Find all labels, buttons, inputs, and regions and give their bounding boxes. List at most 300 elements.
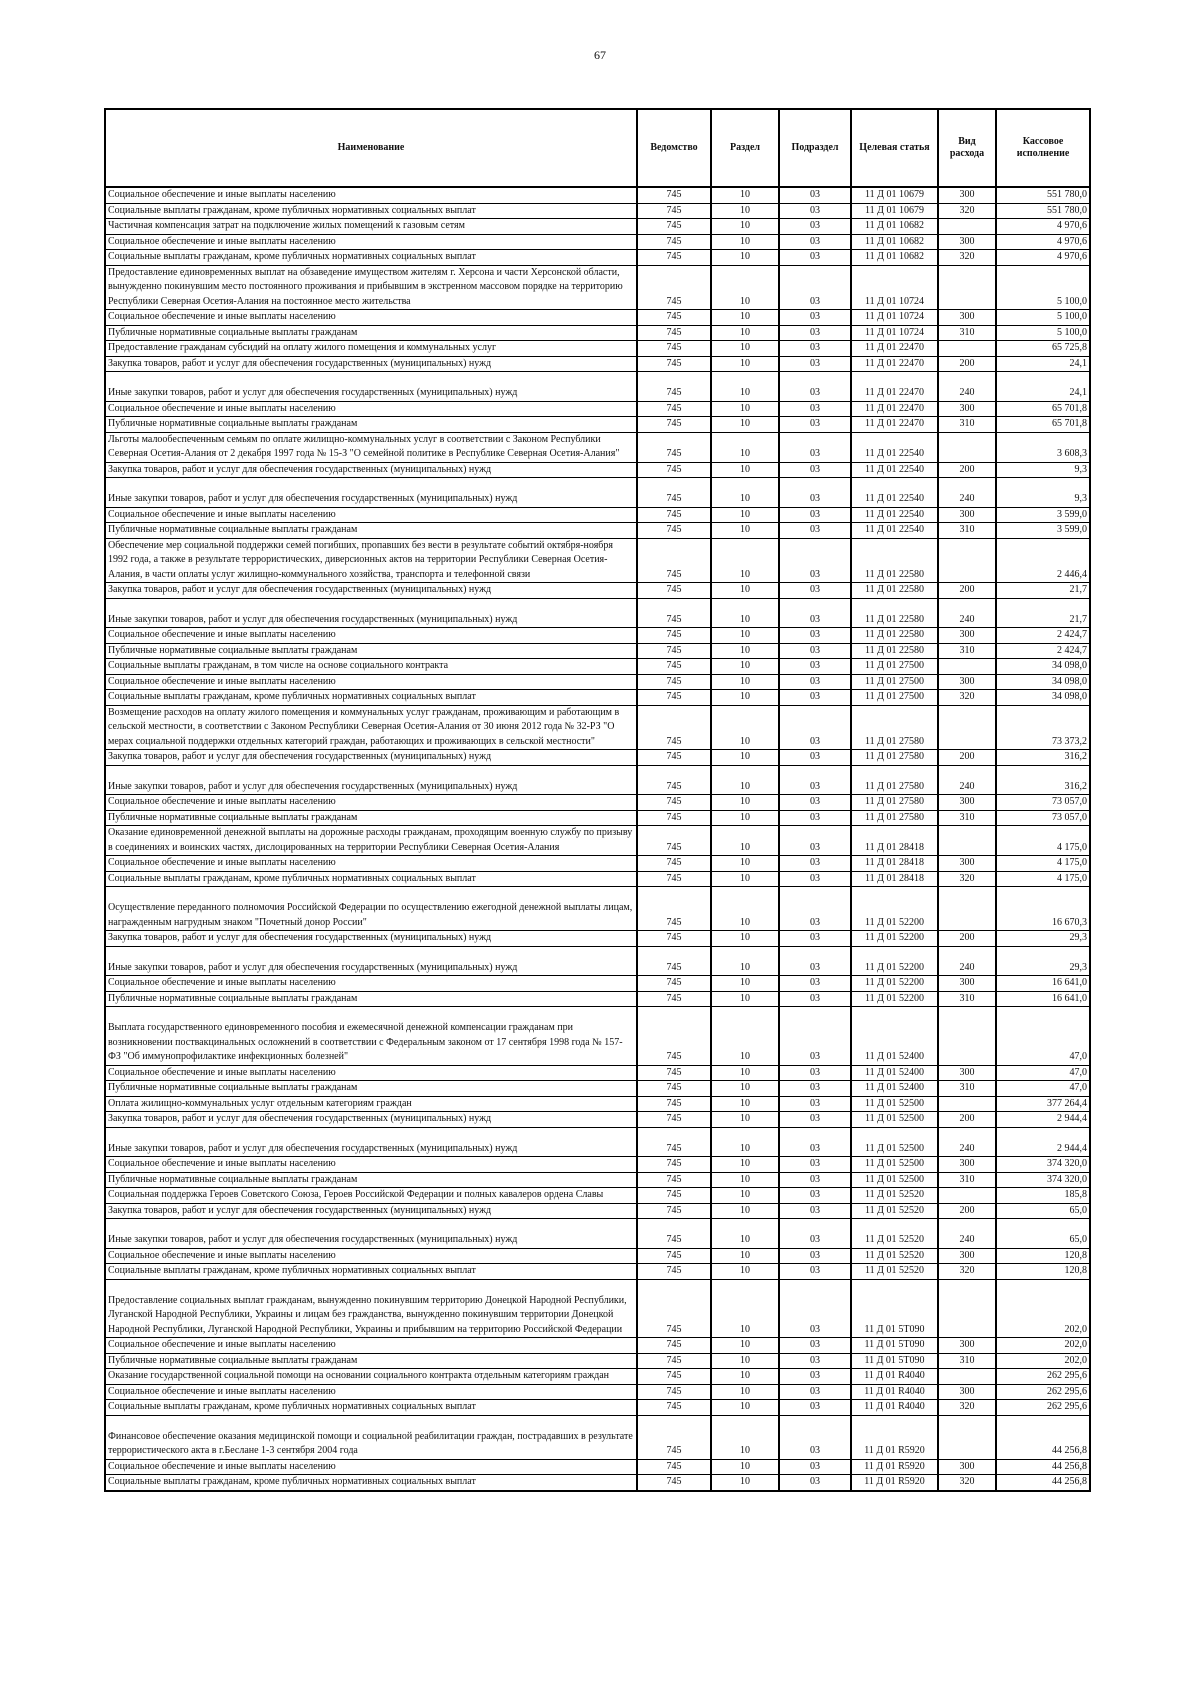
row-section: 10: [711, 538, 779, 583]
row-name: Оплата жилищно-коммунальных услуг отдельным категориям граждан: [105, 1096, 637, 1112]
row-expense-kind: 300: [938, 628, 996, 644]
row-cash-execution: 65 701,8: [996, 401, 1090, 417]
row-expense-kind: 200: [938, 583, 996, 599]
table-row: [105, 1415, 1090, 1459]
row-department: 745: [637, 203, 711, 219]
row-subsection: 03: [779, 1157, 851, 1173]
row-section: 10: [711, 1279, 779, 1338]
row-expense-kind: 300: [938, 1338, 996, 1354]
row-section: 10: [711, 659, 779, 675]
row-target-article: 11 Д 01 22540: [851, 432, 938, 462]
row-cash-execution: 73 057,0: [996, 810, 1090, 826]
row-expense-kind: 200: [938, 931, 996, 947]
row-name: Льготы малообеспеченным семьям по оплате жилищно-коммунальных услуг в соответствии с Законом Республики Северная Осетия-Алания от 2 декабря 1997 года № 15-З "О семейной политике в Республике Северная Осетия-Алания": [105, 432, 637, 462]
row-expense-kind: 300: [938, 1157, 996, 1173]
row-expense-kind: 300: [938, 976, 996, 992]
row-name: Закупка товаров, работ и услуг для обеспечения государственных (муниципальных) нужд: [105, 1203, 637, 1219]
row-target-article: 11 Д 01 R4040: [851, 1384, 938, 1400]
row-section: 10: [711, 991, 779, 1007]
row-target-article: 11 Д 01 R4040: [851, 1369, 938, 1385]
header-expense-kind: Вид расхода: [938, 109, 996, 187]
row-name: Оказание государственной социальной помощи на основании социального контракта отдельным категориям граждан: [105, 1369, 637, 1385]
row-department: 745: [637, 1081, 711, 1097]
row-cash-execution: 4 970,6: [996, 234, 1090, 250]
row-section: 10: [711, 1203, 779, 1219]
row-name: Публичные нормативные социальные выплаты гражданам: [105, 810, 637, 826]
row-name: Предоставление единовременных выплат на обзаведение имуществом жителям г. Херсона и части Херсонской области, вынужденно покинувшим место постоянного проживания и прибывшим в экстренном массовом порядке на территорию Республики Северная Осетия-Алания на постоянное место жительства: [105, 265, 637, 310]
row-target-article: 11 Д 01 27580: [851, 750, 938, 766]
row-cash-execution: 44 256,8: [996, 1475, 1090, 1491]
row-target-article: 11 Д 01 27580: [851, 765, 938, 795]
row-name: Социальное обеспечение и иные выплаты населению: [105, 1338, 637, 1354]
row-name: Социальное обеспечение и иные выплаты населению: [105, 234, 637, 250]
row-subsection: 03: [779, 356, 851, 372]
table-row: [105, 341, 1090, 357]
row-target-article: 11 Д 01 52520: [851, 1264, 938, 1280]
row-cash-execution: 5 100,0: [996, 310, 1090, 326]
row-section: 10: [711, 417, 779, 433]
row-name: Публичные нормативные социальные выплаты гражданам: [105, 991, 637, 1007]
row-cash-execution: 202,0: [996, 1353, 1090, 1369]
row-target-article: 11 Д 01 27500: [851, 674, 938, 690]
row-target-article: 11 Д 01 27500: [851, 690, 938, 706]
row-name: Иные закупки товаров, работ и услуг для обеспечения государственных (муниципальных) нужд: [105, 372, 637, 402]
row-subsection: 03: [779, 750, 851, 766]
table-row: [105, 478, 1090, 508]
row-expense-kind: 200: [938, 356, 996, 372]
row-section: 10: [711, 856, 779, 872]
row-section: 10: [711, 1096, 779, 1112]
table-row: [105, 325, 1090, 341]
row-name: Иные закупки товаров, работ и услуг для обеспечения государственных (муниципальных) нужд: [105, 478, 637, 508]
table-row: [105, 1188, 1090, 1204]
row-department: 745: [637, 219, 711, 235]
row-cash-execution: 2 944,4: [996, 1127, 1090, 1157]
row-subsection: 03: [779, 372, 851, 402]
row-section: 10: [711, 203, 779, 219]
row-section: 10: [711, 310, 779, 326]
row-subsection: 03: [779, 643, 851, 659]
row-subsection: 03: [779, 976, 851, 992]
table-row: [105, 1096, 1090, 1112]
row-section: 10: [711, 1007, 779, 1066]
row-department: 745: [637, 1475, 711, 1491]
table-row: [105, 507, 1090, 523]
row-department: 745: [637, 417, 711, 433]
row-target-article: 11 Д 01 R5920: [851, 1475, 938, 1491]
row-department: 745: [637, 1264, 711, 1280]
row-cash-execution: 316,2: [996, 750, 1090, 766]
row-department: 745: [637, 795, 711, 811]
row-section: 10: [711, 795, 779, 811]
row-subsection: 03: [779, 765, 851, 795]
row-target-article: 11 Д 01 27580: [851, 705, 938, 750]
table-row: [105, 1127, 1090, 1157]
row-target-article: 11 Д 01 52200: [851, 931, 938, 947]
table-body: [105, 187, 1090, 1491]
row-cash-execution: 47,0: [996, 1081, 1090, 1097]
row-target-article: 11 Д 01 22540: [851, 523, 938, 539]
row-section: 10: [711, 1157, 779, 1173]
row-target-article: 11 Д 01 22470: [851, 356, 938, 372]
row-section: 10: [711, 234, 779, 250]
row-subsection: 03: [779, 1415, 851, 1459]
row-section: 10: [711, 1459, 779, 1475]
row-subsection: 03: [779, 856, 851, 872]
row-section: 10: [711, 478, 779, 508]
row-cash-execution: 2 944,4: [996, 1112, 1090, 1128]
row-cash-execution: 377 264,4: [996, 1096, 1090, 1112]
row-department: 745: [637, 1065, 711, 1081]
row-section: 10: [711, 583, 779, 599]
row-target-article: 11 Д 01 28418: [851, 826, 938, 856]
table-row: [105, 187, 1090, 203]
row-department: 745: [637, 523, 711, 539]
row-department: 745: [637, 1400, 711, 1416]
row-target-article: 11 Д 01 27580: [851, 795, 938, 811]
row-cash-execution: 65 701,8: [996, 417, 1090, 433]
row-cash-execution: 44 256,8: [996, 1459, 1090, 1475]
row-name: Возмещение расходов на оплату жилого помещения и коммунальных услуг гражданам, проживающим и работающим в сельской местности, в соответствии с Законом Республики Северная Осетия-Алания от 30 июня 2012 года № 32-РЗ "О мерах социальной поддержки отдельных категорий граждан, работающих и проживающих в сельской местности": [105, 705, 637, 750]
row-section: 10: [711, 826, 779, 856]
table-row: [105, 310, 1090, 326]
row-section: 10: [711, 765, 779, 795]
row-department: 745: [637, 478, 711, 508]
table-row: [105, 976, 1090, 992]
row-subsection: 03: [779, 1096, 851, 1112]
table-row: [105, 690, 1090, 706]
row-section: 10: [711, 1415, 779, 1459]
row-expense-kind: [938, 1279, 996, 1338]
row-subsection: 03: [779, 1475, 851, 1491]
row-expense-kind: 310: [938, 325, 996, 341]
row-department: 745: [637, 462, 711, 478]
table-row: [105, 583, 1090, 599]
row-subsection: 03: [779, 1007, 851, 1066]
table-row: [105, 1475, 1090, 1491]
row-section: 10: [711, 432, 779, 462]
row-target-article: 11 Д 01 22580: [851, 583, 938, 599]
row-expense-kind: 320: [938, 1400, 996, 1416]
row-department: 745: [637, 1112, 711, 1128]
row-expense-kind: 310: [938, 991, 996, 1007]
row-section: 10: [711, 1065, 779, 1081]
row-name: Обеспечение мер социальной поддержки семей погибших, пропавших без вести в результате событий октября-ноября 1992 года, а также в результате террористических, диверсионных актов на территории Республики Северная Осетия-Алания, в части оплаты услуг жилищно-коммунального хозяйства, транспорта и телефонной связи: [105, 538, 637, 583]
row-target-article: 11 Д 01 10679: [851, 203, 938, 219]
row-subsection: 03: [779, 1219, 851, 1249]
row-subsection: 03: [779, 887, 851, 931]
row-name: Публичные нормативные социальные выплаты гражданам: [105, 325, 637, 341]
row-section: 10: [711, 1172, 779, 1188]
table-row: [105, 417, 1090, 433]
row-target-article: 11 Д 01 R5920: [851, 1459, 938, 1475]
row-subsection: 03: [779, 991, 851, 1007]
row-target-article: 11 Д 01 10682: [851, 250, 938, 266]
table-row: [105, 1459, 1090, 1475]
table-row: [105, 1384, 1090, 1400]
row-subsection: 03: [779, 265, 851, 310]
row-expense-kind: 300: [938, 310, 996, 326]
row-subsection: 03: [779, 219, 851, 235]
row-target-article: 11 Д 01 52400: [851, 1081, 938, 1097]
row-expense-kind: 300: [938, 187, 996, 203]
row-subsection: 03: [779, 1065, 851, 1081]
row-section: 10: [711, 401, 779, 417]
table-row: [105, 250, 1090, 266]
row-cash-execution: 5 100,0: [996, 265, 1090, 310]
row-cash-execution: 16 641,0: [996, 991, 1090, 1007]
header-department: Ведомство: [637, 109, 711, 187]
row-expense-kind: 310: [938, 810, 996, 826]
row-section: 10: [711, 462, 779, 478]
row-subsection: 03: [779, 931, 851, 947]
row-cash-execution: 21,7: [996, 598, 1090, 628]
row-expense-kind: 300: [938, 234, 996, 250]
table-row: [105, 856, 1090, 872]
row-cash-execution: 374 320,0: [996, 1157, 1090, 1173]
row-section: 10: [711, 325, 779, 341]
row-section: 10: [711, 931, 779, 947]
header-name: Наименование: [105, 109, 637, 187]
row-department: 745: [637, 674, 711, 690]
row-expense-kind: 300: [938, 856, 996, 872]
table-row: [105, 462, 1090, 478]
row-cash-execution: 3 608,3: [996, 432, 1090, 462]
row-expense-kind: [938, 659, 996, 675]
row-cash-execution: 9,3: [996, 462, 1090, 478]
row-name: Социальные выплаты гражданам, кроме публичных нормативных социальных выплат: [105, 690, 637, 706]
row-section: 10: [711, 1353, 779, 1369]
row-expense-kind: 320: [938, 1264, 996, 1280]
row-expense-kind: 200: [938, 462, 996, 478]
row-name: Закупка товаров, работ и услуг для обеспечения государственных (муниципальных) нужд: [105, 462, 637, 478]
row-expense-kind: [938, 1096, 996, 1112]
budget-table: [104, 108, 1091, 1492]
row-target-article: 11 Д 01 10682: [851, 219, 938, 235]
row-target-article: 11 Д 01 22470: [851, 401, 938, 417]
row-name: Социальная поддержка Героев Советского Союза, Героев Российской Федерации и полных кавалеров ордена Славы: [105, 1188, 637, 1204]
row-cash-execution: 29,3: [996, 946, 1090, 976]
row-cash-execution: 65,0: [996, 1203, 1090, 1219]
row-expense-kind: 240: [938, 1127, 996, 1157]
row-target-article: 11 Д 01 22540: [851, 478, 938, 508]
row-subsection: 03: [779, 1112, 851, 1128]
row-section: 10: [711, 507, 779, 523]
row-name: Социальное обеспечение и иные выплаты населению: [105, 674, 637, 690]
row-department: 745: [637, 1415, 711, 1459]
page-number: 67: [594, 48, 606, 62]
row-target-article: 11 Д 01 27580: [851, 810, 938, 826]
row-subsection: 03: [779, 523, 851, 539]
row-section: 10: [711, 643, 779, 659]
row-name: Социальное обеспечение и иные выплаты населению: [105, 401, 637, 417]
row-expense-kind: 300: [938, 1459, 996, 1475]
row-section: 10: [711, 356, 779, 372]
row-target-article: 11 Д 01 52500: [851, 1127, 938, 1157]
table-row: [105, 1157, 1090, 1173]
row-subsection: 03: [779, 478, 851, 508]
row-expense-kind: [938, 1369, 996, 1385]
row-cash-execution: 34 098,0: [996, 690, 1090, 706]
row-expense-kind: 240: [938, 478, 996, 508]
row-expense-kind: [938, 341, 996, 357]
row-department: 745: [637, 976, 711, 992]
row-department: 745: [637, 356, 711, 372]
row-section: 10: [711, 705, 779, 750]
table-row: [105, 628, 1090, 644]
row-subsection: 03: [779, 659, 851, 675]
row-subsection: 03: [779, 310, 851, 326]
row-cash-execution: 65,0: [996, 1219, 1090, 1249]
row-section: 10: [711, 1475, 779, 1491]
row-expense-kind: 240: [938, 765, 996, 795]
row-name: Социальное обеспечение и иные выплаты населению: [105, 795, 637, 811]
table-row: [105, 826, 1090, 856]
row-cash-execution: 24,1: [996, 372, 1090, 402]
row-expense-kind: [938, 219, 996, 235]
row-cash-execution: 4 970,6: [996, 219, 1090, 235]
row-expense-kind: [938, 538, 996, 583]
row-section: 10: [711, 1081, 779, 1097]
row-cash-execution: 202,0: [996, 1279, 1090, 1338]
row-target-article: 11 Д 01 52500: [851, 1157, 938, 1173]
row-department: 745: [637, 1459, 711, 1475]
table-row: [105, 523, 1090, 539]
row-section: 10: [711, 690, 779, 706]
row-name: Социальные выплаты гражданам, кроме публичных нормативных социальных выплат: [105, 1400, 637, 1416]
row-department: 745: [637, 1172, 711, 1188]
row-department: 745: [637, 250, 711, 266]
row-cash-execution: 5 100,0: [996, 325, 1090, 341]
row-department: 745: [637, 1219, 711, 1249]
table-row: [105, 991, 1090, 1007]
row-target-article: 11 Д 01 52200: [851, 991, 938, 1007]
row-department: 745: [637, 1384, 711, 1400]
row-name: Закупка товаров, работ и услуг для обеспечения государственных (муниципальных) нужд: [105, 750, 637, 766]
row-name: Финансовое обеспечение оказания медицинской помощи и социальной реабилитации граждан, пострадавших в результате террористического акта в г.Беслане 1-3 сентября 2004 года: [105, 1415, 637, 1459]
row-name: Осуществление переданного полномочия Российской Федерации по осуществлению ежегодной денежной выплаты лицам, награжденным нагрудным знаком "Почетный донор России": [105, 887, 637, 931]
row-name: Закупка товаров, работ и услуг для обеспечения государственных (муниципальных) нужд: [105, 931, 637, 947]
row-department: 745: [637, 1338, 711, 1354]
row-target-article: 11 Д 01 10724: [851, 265, 938, 310]
row-department: 745: [637, 1157, 711, 1173]
row-department: 745: [637, 826, 711, 856]
row-expense-kind: 300: [938, 1065, 996, 1081]
row-cash-execution: 44 256,8: [996, 1415, 1090, 1459]
row-name: Предоставление социальных выплат гражданам, вынужденно покинувшим территорию Донецкой Народной Республики, Луганской Народной Республики, Украины и лицам без гражданства, вынужденно покинувшим территории Донецкой Народной Республики, Луганской Народной Республики, Украины и прибывшим на территорию Российской Федерации: [105, 1279, 637, 1338]
table-row: [105, 372, 1090, 402]
row-department: 745: [637, 372, 711, 402]
row-subsection: 03: [779, 795, 851, 811]
row-target-article: 11 Д 01 28418: [851, 856, 938, 872]
row-expense-kind: 300: [938, 1384, 996, 1400]
row-section: 10: [711, 1369, 779, 1385]
row-target-article: 11 Д 01 10679: [851, 187, 938, 203]
header-target-article: Целевая статья: [851, 109, 938, 187]
row-expense-kind: [938, 826, 996, 856]
row-section: 10: [711, 887, 779, 931]
row-section: 10: [711, 598, 779, 628]
row-cash-execution: 24,1: [996, 356, 1090, 372]
row-subsection: 03: [779, 507, 851, 523]
row-subsection: 03: [779, 341, 851, 357]
row-section: 10: [711, 628, 779, 644]
row-target-article: 11 Д 01 52500: [851, 1112, 938, 1128]
row-expense-kind: [938, 1188, 996, 1204]
row-department: 745: [637, 659, 711, 675]
table-row: [105, 1112, 1090, 1128]
row-target-article: 11 Д 01 52200: [851, 887, 938, 931]
row-target-article: 11 Д 01 52520: [851, 1219, 938, 1249]
row-target-article: 11 Д 01 22470: [851, 372, 938, 402]
row-cash-execution: 316,2: [996, 765, 1090, 795]
row-subsection: 03: [779, 1188, 851, 1204]
row-section: 10: [711, 674, 779, 690]
row-expense-kind: 310: [938, 643, 996, 659]
row-department: 745: [637, 643, 711, 659]
row-subsection: 03: [779, 583, 851, 599]
row-subsection: 03: [779, 401, 851, 417]
row-target-article: 11 Д 01 52500: [851, 1172, 938, 1188]
row-department: 745: [637, 341, 711, 357]
row-expense-kind: 310: [938, 1172, 996, 1188]
row-section: 10: [711, 1384, 779, 1400]
row-name: Иные закупки товаров, работ и услуг для обеспечения государственных (муниципальных) нужд: [105, 1219, 637, 1249]
row-cash-execution: 262 295,6: [996, 1384, 1090, 1400]
row-section: 10: [711, 219, 779, 235]
row-section: 10: [711, 372, 779, 402]
row-department: 745: [637, 1188, 711, 1204]
row-name: Предоставление гражданам субсидий на оплату жилого помещения и коммунальных услуг: [105, 341, 637, 357]
table-row: [105, 356, 1090, 372]
row-department: 745: [637, 432, 711, 462]
row-name: Социальные выплаты гражданам, кроме публичных нормативных социальных выплат: [105, 1264, 637, 1280]
row-cash-execution: 34 098,0: [996, 674, 1090, 690]
row-department: 745: [637, 1127, 711, 1157]
table-row: [105, 1353, 1090, 1369]
row-cash-execution: 262 295,6: [996, 1400, 1090, 1416]
row-department: 745: [637, 946, 711, 976]
row-subsection: 03: [779, 538, 851, 583]
row-expense-kind: 300: [938, 795, 996, 811]
row-name: Закупка товаров, работ и услуг для обеспечения государственных (муниципальных) нужд: [105, 356, 637, 372]
row-expense-kind: 320: [938, 250, 996, 266]
table-row: [105, 1203, 1090, 1219]
row-section: 10: [711, 187, 779, 203]
row-subsection: 03: [779, 1248, 851, 1264]
table-row: [105, 1248, 1090, 1264]
table-row: [105, 795, 1090, 811]
row-expense-kind: 200: [938, 1203, 996, 1219]
row-section: 10: [711, 946, 779, 976]
row-target-article: 11 Д 01 52400: [851, 1065, 938, 1081]
row-cash-execution: 47,0: [996, 1007, 1090, 1066]
row-expense-kind: 320: [938, 203, 996, 219]
row-cash-execution: 16 670,3: [996, 887, 1090, 931]
row-department: 745: [637, 507, 711, 523]
row-target-article: 11 Д 01 52520: [851, 1248, 938, 1264]
row-department: 745: [637, 1279, 711, 1338]
row-section: 10: [711, 250, 779, 266]
row-name: Иные закупки товаров, работ и услуг для обеспечения государственных (муниципальных) нужд: [105, 598, 637, 628]
header-subsection: Подраздел: [779, 109, 851, 187]
row-cash-execution: 551 780,0: [996, 203, 1090, 219]
row-target-article: 11 Д 01 22470: [851, 417, 938, 433]
row-name: Публичные нормативные социальные выплаты гражданам: [105, 643, 637, 659]
row-cash-execution: 202,0: [996, 1338, 1090, 1354]
row-section: 10: [711, 1248, 779, 1264]
row-target-article: 11 Д 01 R5920: [851, 1415, 938, 1459]
